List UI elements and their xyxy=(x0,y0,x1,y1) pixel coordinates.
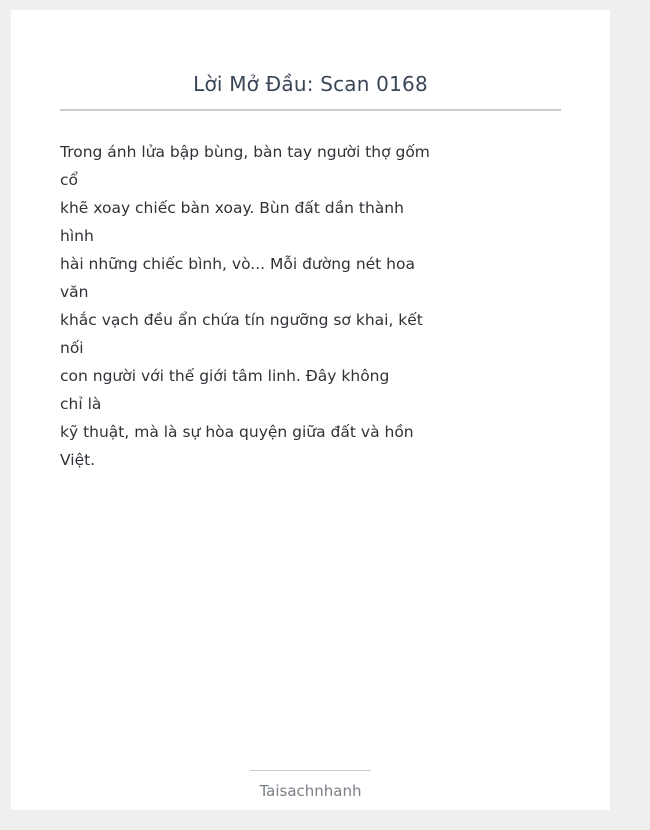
body-line: khẽ xoay chiếc bàn xoay. Bùn đất dần thành xyxy=(60,199,404,217)
page-title: Lời Mở Đầu: Scan 0168 xyxy=(193,72,428,96)
body-line: văn xyxy=(60,283,89,301)
document-page xyxy=(11,10,610,810)
body-line: cổ xyxy=(60,171,79,189)
body-line: hài những chiếc bình, vò... Mỗi đường nét hoa xyxy=(60,255,415,273)
footer-text: Taisachnhanh xyxy=(259,782,362,800)
body-line: chỉ là xyxy=(60,395,102,413)
body-line: Trong ánh lửa bập bùng, bàn tay người thợ gốm xyxy=(60,143,430,161)
title-divider xyxy=(60,109,561,111)
body-line: con người với thế giới tâm linh. Đây không xyxy=(60,367,390,385)
body-line: nối xyxy=(60,339,84,357)
body-line: khắc vạch đều ẩn chứa tín ngưỡng sơ khai, kết xyxy=(60,311,423,329)
body-line: Việt. xyxy=(60,451,96,469)
body-paragraph xyxy=(60,138,430,474)
body-line: hình xyxy=(60,227,94,245)
footer-divider xyxy=(250,770,371,771)
body-line: kỹ thuật, mà là sự hòa quyện giữa đất và hồn xyxy=(60,423,414,441)
